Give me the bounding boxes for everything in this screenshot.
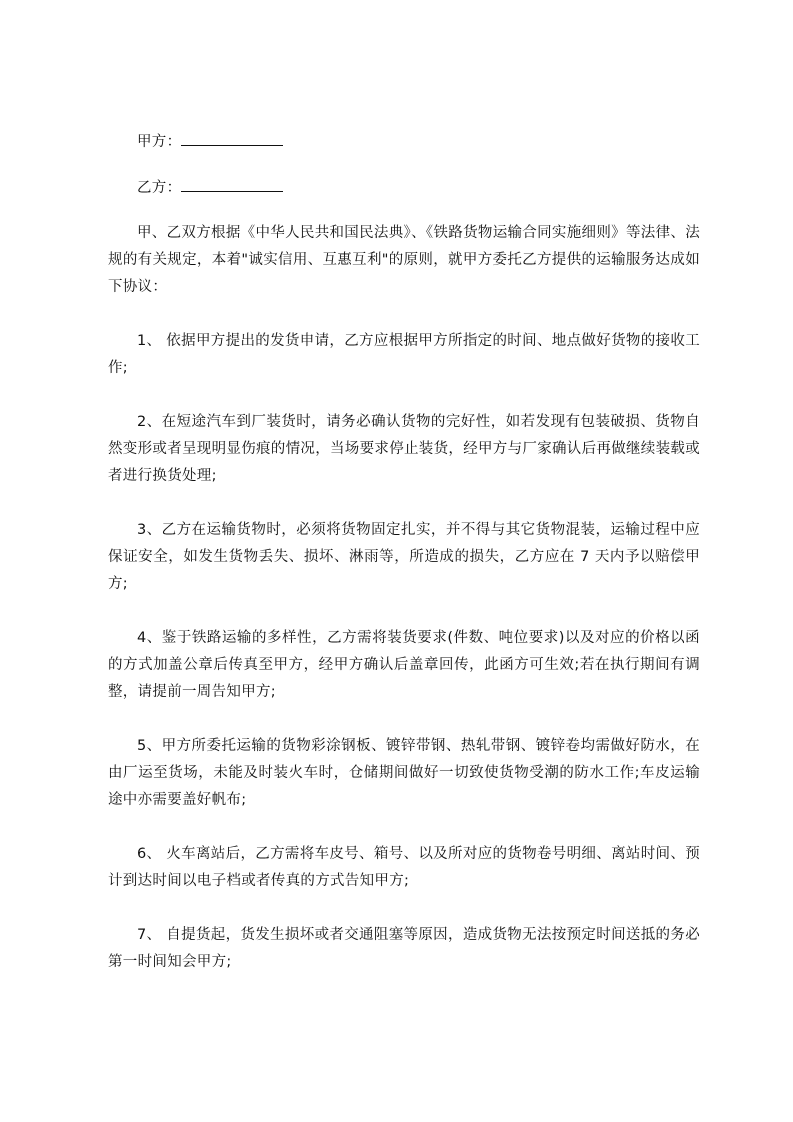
clause-7: 7、 自提货起，货发生损坏或者交通阻塞等原因，造成货物无法按预定时间送抵的务必第一时间知会甲方; bbox=[108, 927, 700, 970]
party-b-blank bbox=[181, 174, 283, 192]
intro-paragraph: 甲、乙双方根据《中华人民共和国民法典》、《铁路货物运输合同实施细则》等法律、法规的有关规定，本着"诚实信用、互惠互利"的原则，就甲方委托乙方提供的运输服务达成如下协议： bbox=[108, 225, 700, 295]
clause-2: 2、在短途汽车到厂装货时，请务必确认货物的完好性，如若发现有包装破损、货物自然变形或者呈现明显伤痕的情况，当场要求停止装货，经甲方与厂家确认后再做继续装载或者进行换货处理; bbox=[108, 414, 700, 484]
party-a-line bbox=[108, 128, 700, 156]
party-a-label: 甲方： bbox=[137, 134, 182, 150]
clause-1: 1、 依据甲方提出的发货申请，乙方应根据甲方所指定的时间、地点做好货物的接收工作; bbox=[108, 333, 700, 376]
party-b-line bbox=[108, 174, 700, 202]
party-a-blank bbox=[181, 128, 283, 146]
clause-4: 4、鉴于铁路运输的多样性，乙方需将装货要求(件数、吨位要求)以及对应的价格以函的方式加盖公章后传真至甲方，经甲方确认后盖章回传，此函方可生效;若在执行期间有调整，请提前一周告知甲方; bbox=[108, 630, 700, 700]
clause-6: 6、 火车离站后，乙方需将车皮号、箱号、以及所对应的货物卷号明细、离站时间、预计到达时间以电子档或者传真的方式告知甲方; bbox=[108, 846, 700, 889]
contract-body bbox=[108, 128, 700, 1003]
clause-5: 5、甲方所委托运输的货物彩涂钢板、镀锌带钢、热轧带钢、镀锌卷均需做好防水，在由厂运至货场，未能及时装火车时，仓储期间做好一切致使货物受潮的防水工作;车皮运输途中亦需要盖好帆布; bbox=[108, 738, 700, 808]
party-b-label: 乙方： bbox=[137, 180, 182, 196]
clause-3: 3、乙方在运输货物时，必须将货物固定扎实，并不得与其它货物混装，运输过程中应保证安全，如发生货物丢失、损坏、淋雨等，所造成的损失，乙方应在 7 天内予以赔偿甲方; bbox=[108, 522, 700, 592]
